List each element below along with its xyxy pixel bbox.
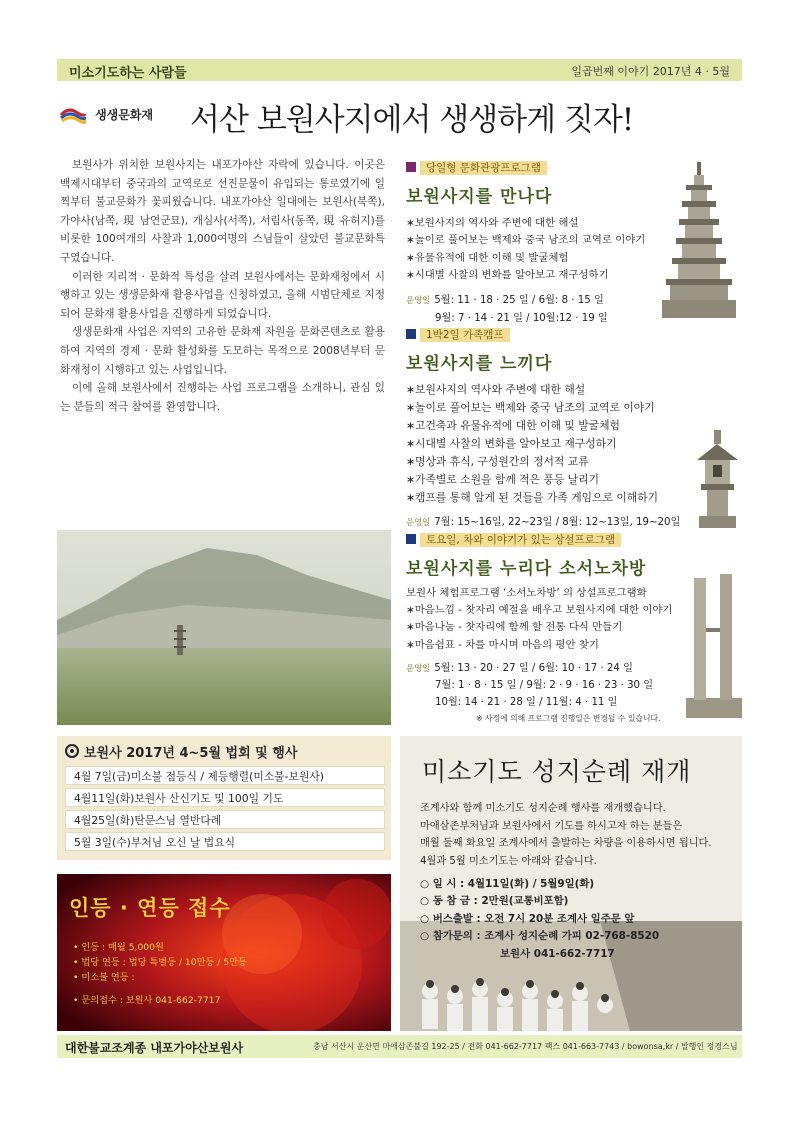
detail-row: 보원사 041-662-7717 — [500, 947, 615, 960]
temple-site-photo — [57, 530, 391, 725]
lantern-panel — [57, 874, 391, 1031]
list-item: ∗시대별 사찰의 변화를 알아보고 재구성하기 — [406, 437, 617, 450]
intro-text — [60, 156, 385, 416]
intro-paragraph: 생생문화재 사업은 지역의 고유한 문화재 자원을 문화콘텐츠로 활용하여 지역의 경제 · 문화 활성화를 도모하는 목적으로 2008년부터 문화재청이 시행하고 있는 사업입니다. — [60, 326, 385, 376]
tag-marker-icon — [406, 329, 416, 339]
logo-name: 생생문화재 — [95, 108, 154, 122]
program-family-camp — [406, 323, 696, 532]
logo-mark-icon — [60, 106, 86, 124]
event-row: 4월25일(화)탄문스님 열반다례 — [65, 810, 385, 829]
program-schedule: 운영일 5월: 13 · 20 · 27 일 / 6월: 10 · 17 · 24 일 7월: 1 · 8 · 15 일 / 9월: 2 · 9 · 16 · 23 · 30 일 10월: 14 · 21 · 28 일 / 11월: 4 · 11 일 — [406, 663, 654, 709]
list-item: ∗마음느낌 - 찻자리 예절을 배우고 보원사지에 대한 이야기 — [406, 604, 673, 616]
program-tag: 1박2일 가족캠프 — [406, 327, 510, 342]
program-schedule: 운영일 5월: 11 · 18 · 25 일 / 6월: 8 · 15 일 9월: 7 · 14 · 21 일 / 10월:12 · 19 일 — [406, 294, 608, 324]
pilgrimage-details — [420, 876, 659, 963]
tag-marker-icon — [406, 534, 416, 544]
program-items — [406, 381, 696, 507]
bullet-circle-icon: ○ — [420, 930, 433, 943]
program-title: 보원사지를 느끼다 — [406, 354, 553, 374]
events-heading: 보원사 2017년 4~5월 법회 및 행사 — [57, 742, 391, 760]
header-bar — [57, 59, 742, 81]
bullet-circle-icon: ○ — [420, 895, 433, 908]
pilgrimage-body: 조계사와 함께 미소기도 성지순례 행사를 재개했습니다. 마애삼존부처님과 보원사에서 기도를 하시고자 하는 분들은 매월 둘째 화요일 조계사에서 출발하는 차량을 이용하시면 됩니다. 4월과 5월 미소기도는 아래와 같습니다. — [420, 803, 712, 867]
pilgrimage-title: 미소기도 성지순례 재개 — [422, 757, 692, 786]
pilgrimage-panel — [400, 736, 742, 1031]
logo — [60, 104, 153, 126]
list-item: • 미소불 연등 : — [73, 972, 135, 983]
lantern-list — [73, 940, 247, 1008]
bullet-circle-icon — [65, 744, 79, 758]
detail-row: ○ 버스출발 : 오전 7시 20분 조계사 일주문 앞 — [420, 912, 635, 925]
list-item: ∗보원사지의 역사와 주변에 대한 해설 — [406, 383, 586, 396]
list-item: • 법당 연등 : 법당 특별등 / 10만등 / 5만등 — [73, 957, 247, 968]
intro-paragraph: 이에 올해 보원사에서 진행하는 사업 프로그램을 소개하니, 관심 있는 분들의 적극 참여를 환영합니다. — [60, 382, 385, 413]
events-panel — [57, 736, 391, 860]
footer-info: 충남 서산시 운산면 마애삼존불길 192-25 / 전화 041-662-7717 팩스 041-663-7743 / bowonsa,kr / 발행인 정경스님 — [313, 1042, 738, 1051]
program-title: 보원사지를 만나다 — [406, 187, 553, 207]
event-row: 4월11일(화)보원사 산신기도 및 100일 기도 — [65, 788, 385, 807]
footer-bar — [57, 1035, 742, 1058]
bullet-circle-icon: ○ — [420, 878, 433, 890]
list-item: • 문의접수 : 보원사 041-662-7717 — [73, 995, 221, 1006]
program-lead: 보원사 체험프로그램 ‘소서노차방’ 의 상설프로그램화 — [406, 587, 647, 599]
list-item: ∗놀이로 풀어보는 백제와 중국 남조의 교역로 이야기 — [406, 401, 655, 414]
footer-org: 대한불교조계종 내포가야산보원사 — [65, 1041, 244, 1055]
program-title: 보원사지를 누리다 소서노차방 — [406, 559, 647, 579]
program-tag: 당일형 문화관광프로그램 — [406, 160, 547, 175]
list-item: ∗보원사지의 역사와 주변에 대한 해설 — [406, 217, 579, 229]
bullet-circle-icon: ○ — [420, 912, 433, 925]
detail-row: ○ 일 시 : 4월11일(화) / 5월9일(화) — [420, 878, 595, 890]
schedule-note: ※ 사정에 의해 프로그램 진행일은 변경될 수 있습니다. — [476, 714, 661, 724]
intro-paragraph: 이러한 지리적 · 문화적 특성을 살려 보원사에서는 문화재청에서 시행하고 있는 생생문화재 활용사업을 신청하였고, 올해 시범단체로 지정되어 문화재 활용사업을 진행하게 되었습니다. — [60, 270, 385, 320]
header-issue-info: 일곱번째 이야기 2017년 4 · 5월 — [571, 65, 730, 78]
list-item: ∗유물유적에 대한 이해 및 발굴체험 — [406, 251, 569, 264]
program-schedule: 운영일 7월: 15~16일, 22~23일 / 8월: 12~13일, 19~20일 — [406, 517, 681, 528]
stone-lantern-photo — [693, 420, 742, 530]
pagoda-photo — [656, 160, 742, 320]
flagpole-support-photo — [686, 568, 742, 718]
list-item: ∗시대별 사찰의 변화를 알아보고 재구성하기 — [406, 269, 609, 282]
tag-marker-icon — [406, 162, 416, 172]
intro-paragraph: 보원사가 위치한 보원사지는 내포가야산 자락에 있습니다. 이곳은 백제시대부터 중국과의 교역로로 선진문물이 유입되는 통로였기에 일찍부터 불교문화가 꽃피웠습니다. 내포가야산 일대에는 보원사(북쪽), 가야사(남쪽, 現 남연군묘), 개심사(서쪽), 서림사(동쪽, 現 유허지)를 비롯한 100여개의 사찰과 1,000여명의 스님들이 살았던 불교문화특구였습니다. — [60, 159, 385, 264]
detail-row: ○ 동 참 금 : 2만원(교통비포함) — [420, 895, 569, 908]
list-item: ∗마음쉼표 - 차를 마시며 마음의 평안 찾기 — [406, 638, 599, 651]
event-row: 4월 7일(금)미소불 점등식 / 제등행렬(미소불-보원사) — [65, 766, 385, 785]
header-section-title: 미소기도하는 사람들 — [69, 66, 187, 81]
page-title: 서산 보원사지에서 생생하게 짓자! — [190, 102, 634, 138]
list-item: ∗명상과 휴식, 구성원간의 정서적 교류 — [406, 455, 589, 468]
program-day-trip — [406, 156, 656, 328]
list-item: ∗놀이로 풀어보는 백제와 중국 남조의 교역로 이야기 — [406, 234, 646, 247]
program-items — [406, 215, 656, 285]
event-row: 5월 3일(수)부처님 오신 날 법요식 — [65, 832, 385, 851]
list-item: ∗캠프를 통해 알게 된 것들을 가족 게임으로 이해하기 — [406, 491, 659, 504]
lantern-title: 인등 · 연등 접수 — [69, 896, 231, 920]
list-item: • 인등 : 매월 5,000원 — [73, 942, 164, 953]
program-tag: 토요일, 차와 이야기가 있는 상설프로그램 — [406, 532, 621, 547]
detail-row: ○ 참가문의 : 조계사 성지순례 가피 02-768-8520 — [420, 930, 660, 943]
list-item: ∗가족별로 소원을 함께 적은 풍등 날리기 — [406, 473, 600, 486]
list-item: ∗마음나눔 - 찻자리에 함께 할 전통 다식 만들기 — [406, 621, 623, 634]
list-item: ∗고건축과 유물유적에 대한 이해 및 발굴체험 — [406, 419, 620, 432]
